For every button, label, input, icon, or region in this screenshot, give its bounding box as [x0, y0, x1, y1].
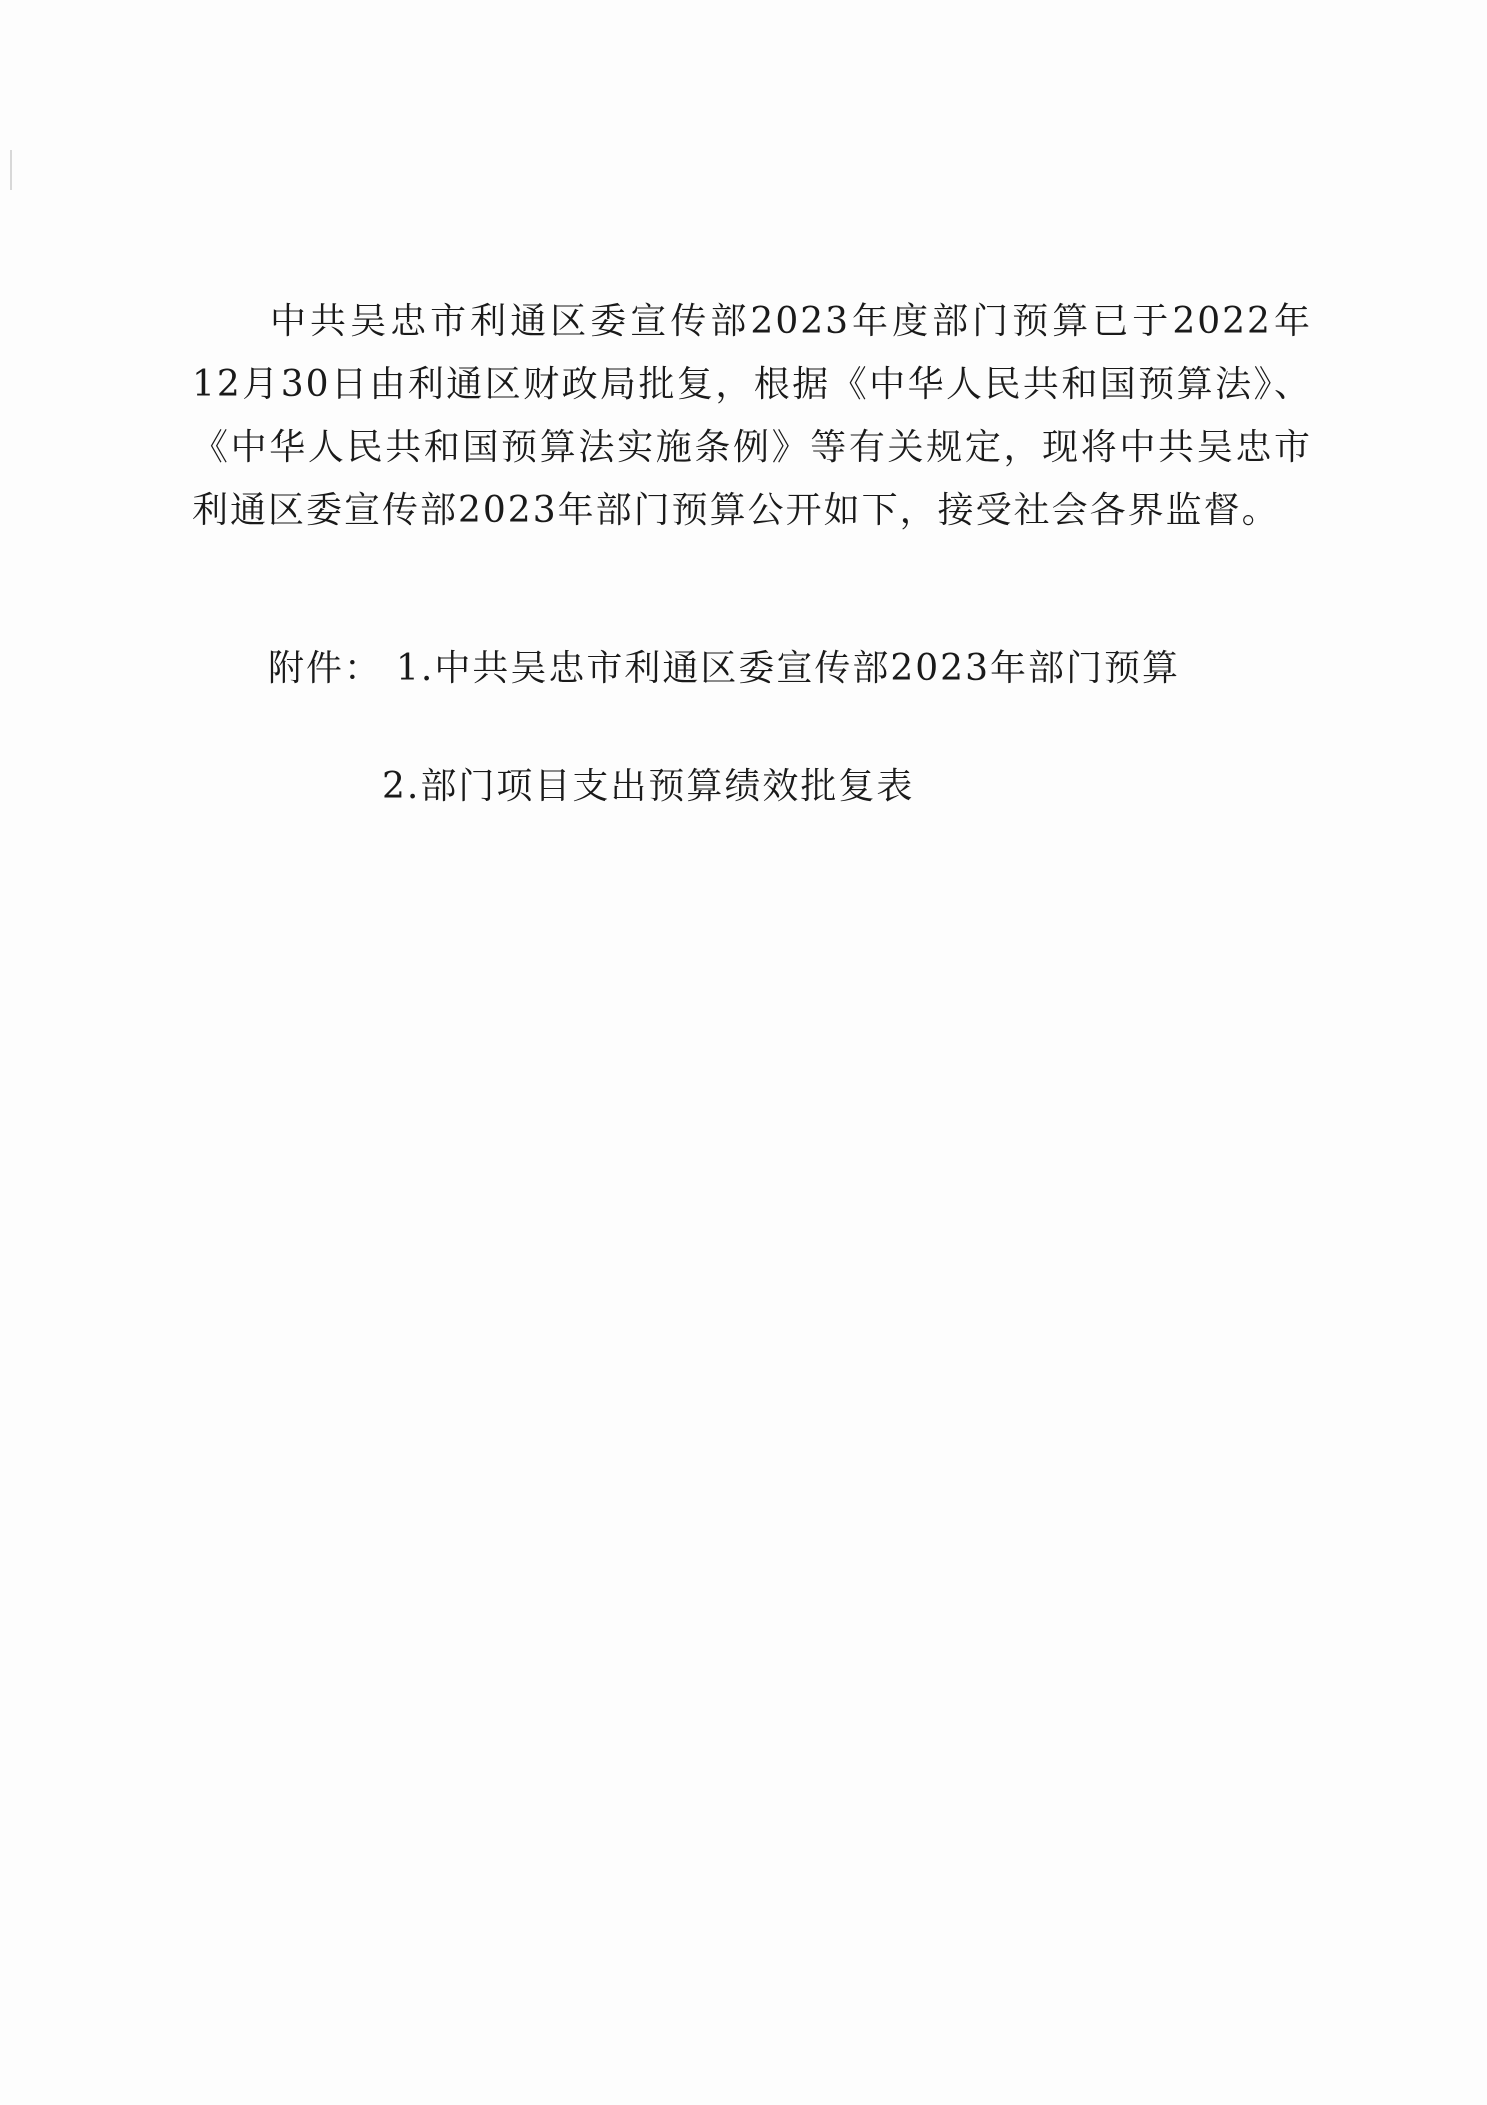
main-paragraph: 中共吴忠市利通区委宣传部2023年度部门预算已于2022年12月30日由利通区财政局批复，根据《中华人民共和国预算法》、《中华人民共和国预算法实施条例》等有关规定，现将中共吴忠市利通区委宣传部2023年部门预算公开如下，接受社会各界监督。 [192, 301, 1312, 531]
attachment-item-2: 2.部门项目支出预算绩效批复表 [382, 766, 915, 807]
document-body [192, 290, 1312, 542]
attachment-label: 附件： [268, 648, 383, 689]
scan-edge-mark [10, 150, 12, 190]
attachment-line-2 [382, 758, 914, 809]
attachment-line-1 [268, 640, 1180, 691]
attachment-item-1: 1.中共吴忠市利通区委宣传部2023年部门预算 [396, 648, 1180, 689]
